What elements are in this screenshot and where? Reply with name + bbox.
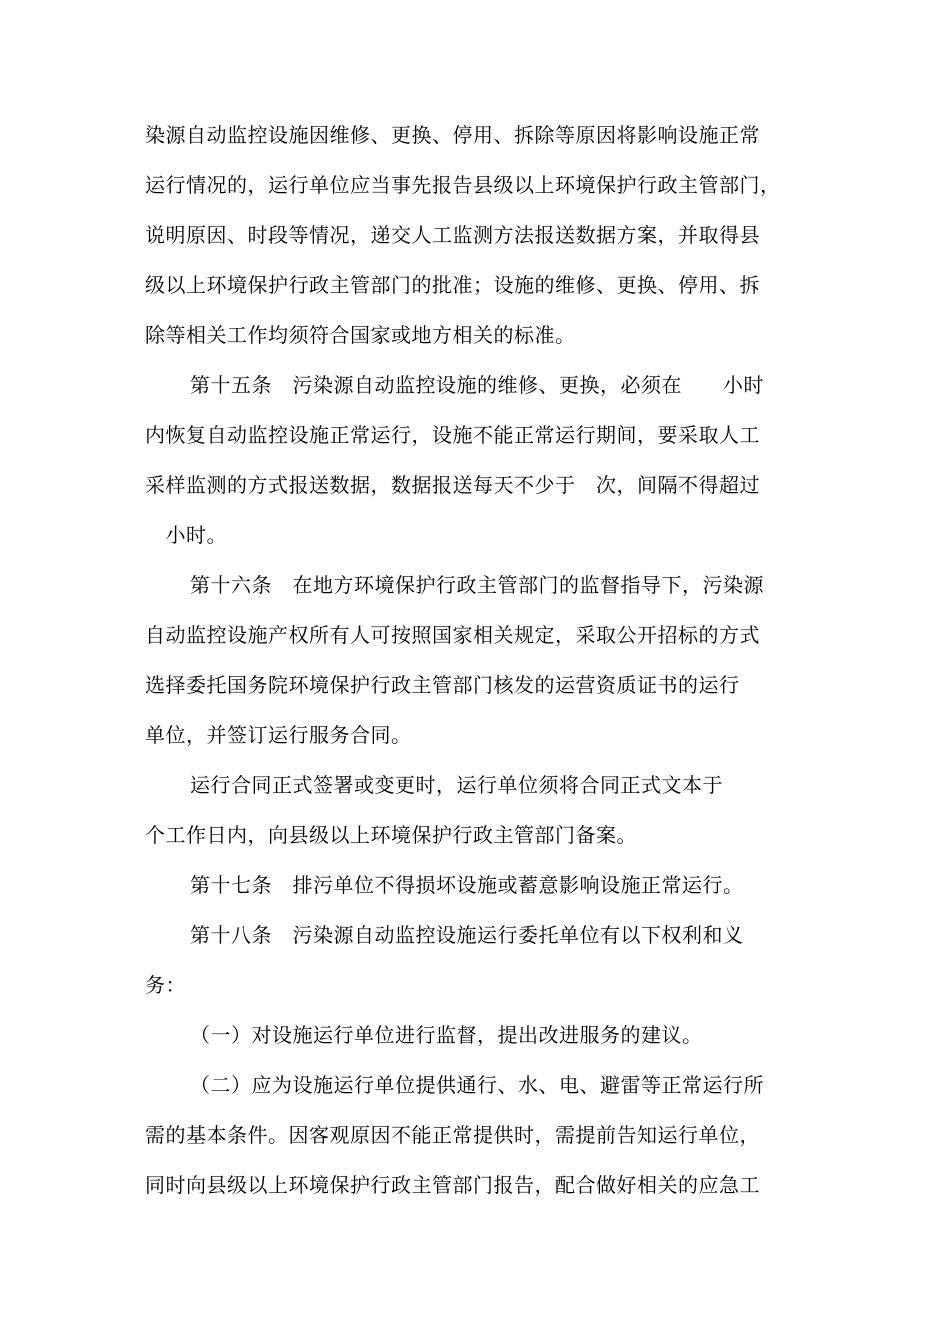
text-line: 自动监控设施产权所有人可按照国家相关规定，采取公开招标的方式: [145, 623, 760, 647]
text-line: 运行情况的，运行单位应当事先报告县级以上环境保护行政主管部门，: [145, 173, 781, 197]
text-line: 选择委托国务院环境保护行政主管部门核发的运营资质证书的运行: [145, 673, 740, 697]
article-15-heading-line: 第十五条 污染源自动监控设施的维修、更换，必须在 小时: [190, 373, 764, 397]
text-line: 同时向县级以上环境保护行政主管部门报告，配合做好相关的应急工: [145, 1173, 760, 1197]
text-line: 个工作日内，向县级以上环境保护行政主管部门备案。: [145, 823, 637, 847]
text-line: 除等相关工作均须符合国家或地方相关的标准。: [145, 323, 576, 347]
article-18-heading-line: 第十八条 污染源自动监控设施运行委托单位有以下权利和义: [190, 923, 744, 947]
text-line: 小时。: [145, 523, 227, 547]
text-line: 采样监测的方式报送数据，数据报送每天不少于 次，间隔不得超过: [145, 473, 760, 497]
text-line: 级以上环境保护行政主管部门的批准；设施的维修、更换、停用、拆: [145, 273, 760, 297]
paragraph-first-line: 运行合同正式签署或变更时，运行单位须将合同正式文本于: [190, 773, 723, 797]
clause-2-line: （二）应为设施运行单位提供通行、水、电、避雷等正常运行所: [190, 1073, 764, 1097]
text-line: 需的基本条件。因客观原因不能正常提供时，需提前告知运行单位，: [145, 1123, 760, 1147]
article-16-heading-line: 第十六条 在地方环境保护行政主管部门的监督指导下，污染源: [190, 573, 764, 597]
clause-1-line: （一）对设施运行单位进行监督，提出改进服务的建议。: [190, 1023, 703, 1047]
text-line: 染源自动监控设施因维修、更换、停用、拆除等原因将影响设施正常: [145, 123, 760, 147]
text-line: 务：: [145, 973, 186, 997]
text-line: 内恢复自动监控设施正常运行，设施不能正常运行期间，要采取人工: [145, 423, 760, 447]
text-line: 说明原因、时段等情况，递交人工监测方法报送数据方案，并取得县: [145, 223, 760, 247]
article-17-heading-line: 第十七条 排污单位不得损坏设施或蓄意影响设施正常运行。: [190, 873, 744, 897]
text-line: 单位，并签订运行服务合同。: [145, 723, 412, 747]
